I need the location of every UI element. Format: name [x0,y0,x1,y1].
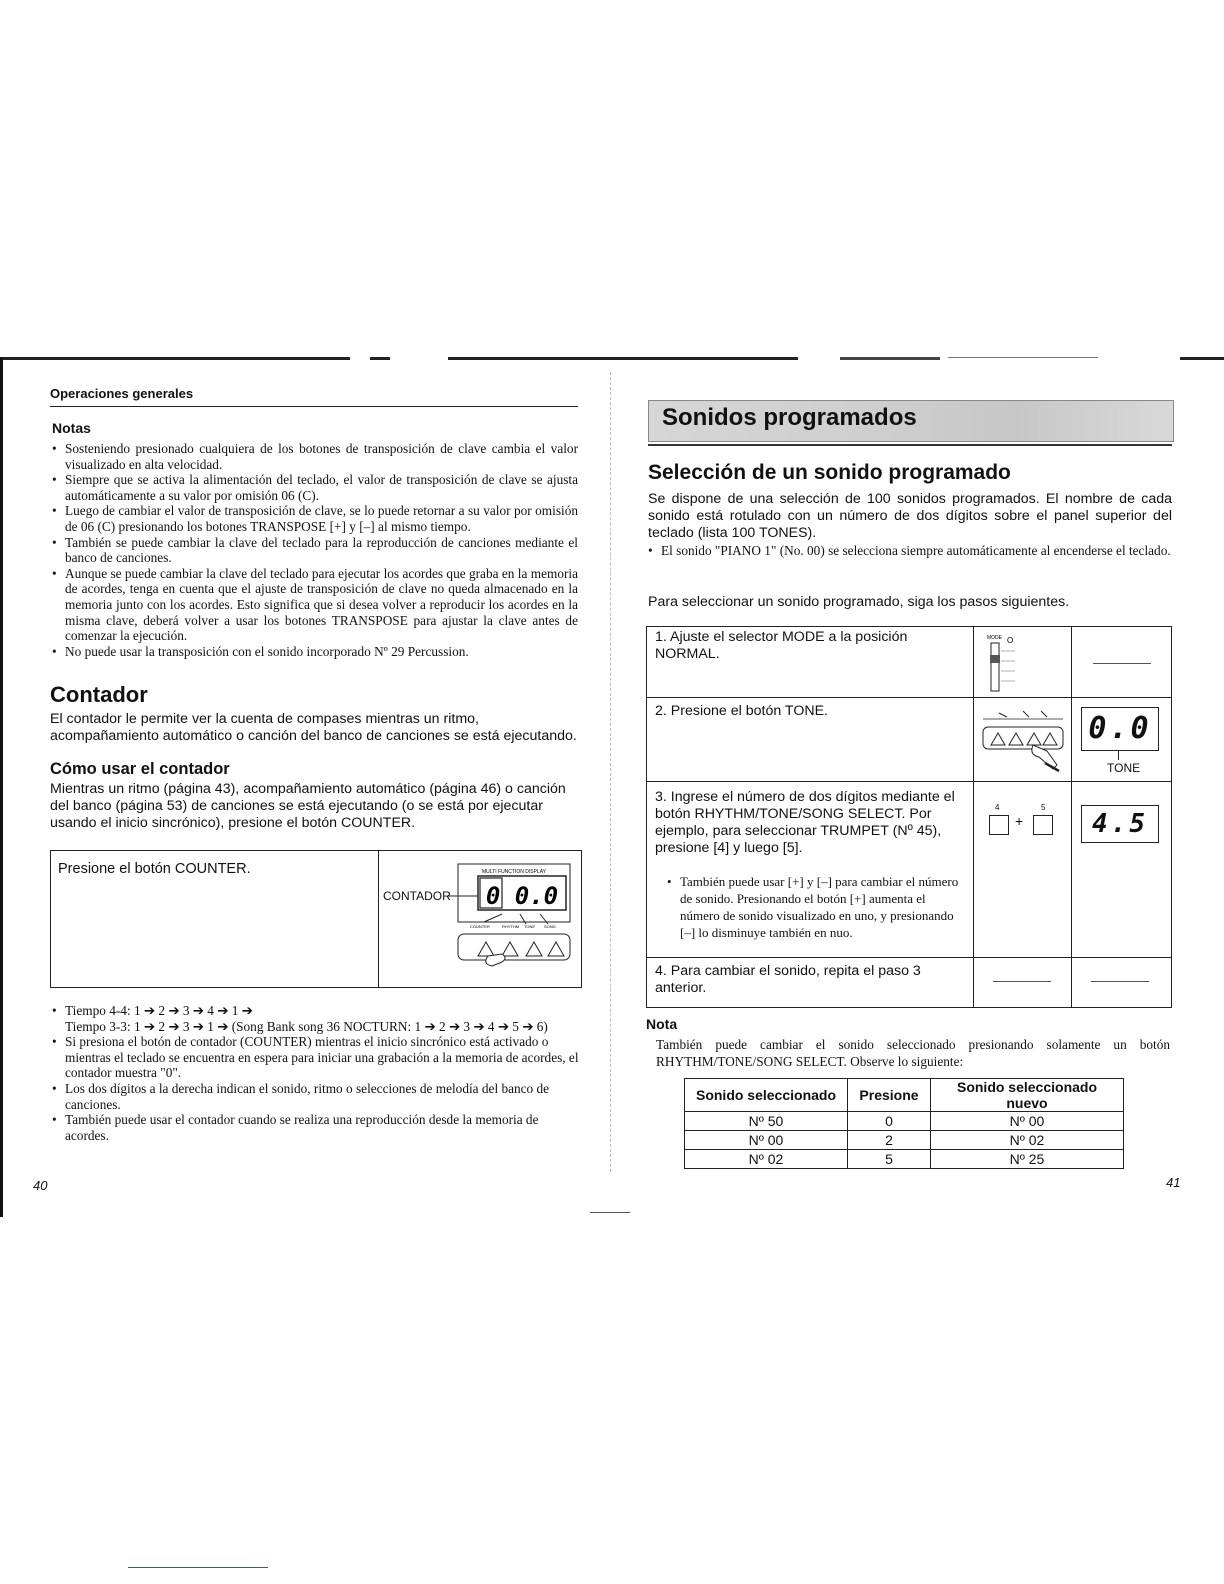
note-item: • No puede usar la transposición con el sonido incorporado Nº 29 Percussion. [52,644,578,660]
counter-display-illustration [448,860,576,970]
step-4 [655,963,967,997]
key-4-icon [989,815,1009,835]
counter-note: • Si presiona el botón de contador (COUNTER) mientras el inicio sincrónico está activado o mientras el teclado se encuentra en espera para iniciar una grabación a la memoria de acordes, el contador muestra "0". [52,1034,580,1081]
tone-button-illustration [979,705,1067,775]
step-text: Ajuste el selector MODE a la posición NORMAL. [655,629,908,662]
step-number: 4. [655,963,667,979]
key-label-4: 4 [995,803,1000,812]
section-header: Operaciones generales [50,386,194,401]
song-button-icon [548,942,564,956]
table-cell: Nº 00 [931,1112,1124,1131]
button-icon [1043,733,1057,745]
plus-sign-icon: + [1015,813,1024,829]
steps-col-divider [973,627,974,1007]
counter-note: • También puede usar el contador cuando se realiza una reproducción desde la memoria de acordes. [52,1112,580,1143]
mode-selector-illustration [985,631,1055,693]
trumpet-lcd-display: 4.5 [1081,805,1159,843]
steps-row-divider [647,697,1171,698]
note-item: • Siempre que se activa la alimentación del teclado, el valor de transposición de clave se ajusta automáticamente a su valor por omisión 06 (C). [52,472,578,503]
selection-intro: Se dispone de una selección de 100 sonidos programados. El nombre de cada sonido está rotulado con un número de dos dígitos sobre el panel superior del teclado (lista 100 TONES). [648,491,1172,541]
table-cell: 5 [848,1150,931,1169]
button-label: RHYTHM [502,924,520,929]
steps-col-divider [1071,627,1072,1007]
button-label: TONE [524,924,536,929]
button-label: SONG [544,924,556,929]
step-number: 1. [655,629,667,645]
display-pointer [1118,750,1119,760]
top-scan-rule [0,357,1224,360]
mode-label: MODE [987,635,1002,641]
lcd-value: 0 0.0 [485,882,559,910]
step-2 [655,703,967,720]
tempo-line: • Tiempo 4-4: 1 ➔ 2 ➔ 3 ➔ 4 ➔ 1 ➔ [65,1003,253,1018]
notes-list [52,441,578,659]
counter-instruction: Presione el botón COUNTER. [58,861,251,877]
tempo-line: Tiempo 3-3: 1 ➔ 2 ➔ 3 ➔ 1 ➔ (Song Bank song 36 NOCTURN: 1 ➔ 2 ➔ 3 ➔ 4 ➔ 5 ➔ 6) [65,1018,548,1034]
key-label-5: 5 [1041,803,1046,812]
step-3-sub-list [667,873,967,941]
table-row [685,1112,1124,1131]
pointer-line [484,914,502,922]
counter-note: • Los dos dígitos a la derecha indican el sonido, ritmo o selecciones de melodía del banco de canciones. [52,1081,580,1112]
contador-intro: El contador le permite ver la cuenta de compases mientras un ritmo, acompañamiento automático o canción del banco de canciones se está ejecutando. [50,711,577,744]
step-3-sub: • También puede usar [+] y [–] para cambiar el número de sonido. Presionando el botón [+] aumenta el número de sonido visualizado en uno, y presionando [–] lo disminuye también en nuo. [667,873,967,941]
contador-label: CONTADOR [383,889,451,903]
button-icon [991,733,1005,745]
button-icon [1009,733,1023,745]
contador-heading: Contador [50,682,148,707]
pressing-finger-icon [486,954,505,966]
scan-mark [128,1567,268,1568]
steps-table [646,626,1172,1008]
page-number-left: 40 [33,1178,48,1193]
header-rule [50,406,578,407]
counter-button-icon [478,942,494,956]
nota-heading: Nota [646,1016,678,1032]
scan-mark [590,1212,630,1213]
step-3 [655,789,967,857]
tone-lcd-display: 0.0 [1081,707,1159,751]
como-usar-heading: Cómo usar el contador [50,760,230,778]
note-item: • Aunque se puede cambiar la clave del teclado para ejecutar los acordes que graba en la memoria de acordes, tenga en cuenta que el ajuste de transposición de clave no queda almacenado en la memoria junto con los acordes. Esto significa que si desea volver a reproducir los acordes en la misma clave, deberá volver a usar los botones TRANSPOSE para ajustar la clave antes de comenzar la ejecución. [52,566,578,644]
steps-intro: Para seleccionar un sonido programado, siga los pasos siguientes. [648,594,1070,610]
note-item: • También se puede cambiar la clave del teclado para la reproducción de canciones mediante el banco de canciones. [52,535,578,566]
selection-bullet: • El sonido "PIANO 1" (No. 00) se selecciona siempre automáticamente al encenderse el teclado. [648,543,1172,559]
table-cell: 0 [848,1112,931,1131]
banner-rule [648,444,1172,446]
left-edge-bar [0,357,3,1217]
counter-box-divider [378,850,379,987]
step-text: Presione el botón TONE. [670,703,829,719]
table-row [685,1150,1124,1169]
table-cell: Nº 50 [685,1112,848,1131]
note-item: • Sosteniendo presionado cualquiera de los botones de transposición de clave cambia el valor visualizado en alta velocidad. [52,441,578,472]
display-title: MULTI FUNCTION DISPLAY [482,869,546,875]
step-text: Para cambiar el sonido, repita el paso 3 anterior. [655,963,921,996]
table-header: Sonido seleccionado nuevo [931,1079,1124,1112]
table-cell: 2 [848,1131,931,1150]
note-item: • Luego de cambiar el valor de transposición de clave, se lo puede retornar a su valor por omisión de 06 (C) presionando los botones TRANSPOSE [+] y [–] al mismo tiempo. [52,503,578,534]
blank-dash [1091,981,1149,982]
table-cell: Nº 02 [685,1150,848,1169]
step-number: 2. [655,703,667,719]
key-5-icon [1033,815,1053,835]
nota-text: También puede cambiar el sonido seleccionado presionando solamente un botón RHYTHM/TONE/SONG SELECT. Observe lo siguiente: [656,1037,1170,1069]
como-usar-text: Mientras un ritmo (página 43), acompañamiento automático (página 46) o canción del banco (página 53) de canciones se está ejecutando (o se está por ejecutar usando el inicio sincrónico), presione el botón COUNTER. [50,781,566,831]
table-cell: Nº 00 [685,1131,848,1150]
table-header: Presione [848,1079,931,1112]
tone-selection-table [684,1078,1124,1169]
selection-bullet-list [648,543,1172,559]
steps-row-divider [647,781,1171,782]
step-text: Ingrese el número de dos dígitos mediante el botón RHYTHM/TONE/SONG SELECT. Por ejemplo, para seleccionar TRUMPET (Nº 45), presione [4] y luego [5]. [655,789,955,856]
table-row [685,1131,1124,1150]
tone-button-icon [526,942,542,956]
table-cell: Nº 25 [931,1150,1124,1169]
tempo-item [52,1003,580,1034]
step-1 [655,629,967,663]
blank-display-dash [1093,663,1151,664]
rhythm-button-icon [502,942,518,956]
table-header-row [685,1079,1124,1112]
notes-heading: Notas [52,420,91,436]
steps-row-divider [647,957,1171,958]
page-number-right: 41 [1166,1175,1181,1190]
banner-title: Sonidos programados [662,404,917,431]
mode-slider-track [991,643,999,691]
button-label: COUNTER [470,924,490,929]
table-cell: Nº 02 [931,1131,1124,1150]
tone-display-label: TONE [1107,761,1141,775]
tempo-section [52,1003,580,1143]
blank-dash [993,981,1051,982]
selection-heading: Selección de un sonido programado [648,461,1011,484]
page-gutter [610,372,612,1172]
mode-indicator: O [1007,636,1014,645]
table-header: Sonido seleccionado [685,1079,848,1112]
mode-slider-knob [990,655,1000,663]
button-icon [1027,733,1041,745]
step-number: 3. [655,789,667,805]
